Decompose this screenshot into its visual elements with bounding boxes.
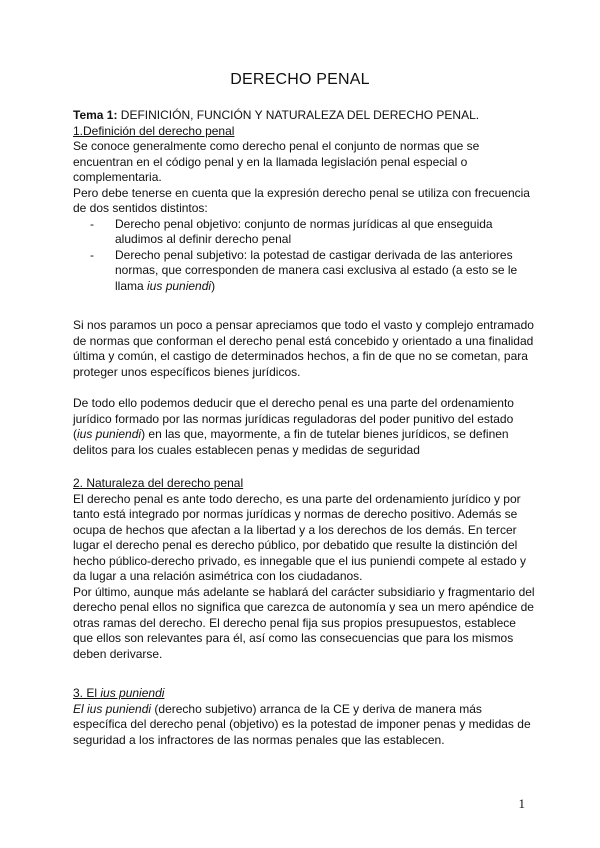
- section-1-paragraph-3-block: [73, 318, 535, 380]
- section-1: [73, 108, 535, 294]
- section-1-paragraph-3: Si nos paramos un poco a pensar apreciamos que todo el vasto y complejo entramado de normas que conforman el derecho penal está concebido y orientado a una finalidad última y común, el castigo de determinados hechos, a fin de que no se cometan, para proteger unos específicos bienes jurídicos.: [73, 318, 534, 379]
- list-item-emphasis: ius puniendi: [147, 278, 212, 293]
- list-item: - Derecho penal objetivo: conjunto de normas jurídicas al que enseguida aludimos al definir derecho penal: [90, 217, 535, 248]
- senses-list: [73, 217, 535, 295]
- section-2-paragraph-2: Por último, aunque más adelante se hablará del carácter subsidiario y fragmentario del derecho penal ellos no significa que carezca de autonomía y sea un mero apéndice de otras ramas del derecho. El derecho penal fija sus propios presupuestos, establece que ellos son relevantes para él, así como las consecuencias que para los mismos deben derivarse.: [73, 584, 535, 661]
- tema-heading: [73, 108, 535, 124]
- paragraph-emphasis: El ius puniendi: [73, 701, 152, 716]
- section-3-heading: [73, 686, 535, 702]
- document-title: DERECHO PENAL: [230, 71, 370, 88]
- paragraph-text-end: ) en las que, mayormente, a fin de tutelar bienes jurídicos, se definen delitos para los cuales establecen penas y medidas de seguridad: [73, 427, 509, 457]
- paragraph-text: De todo ello podemos deducir que el derecho penal es una parte del ordenamiento jurídico formado por las normas jurídicas reguladoras del poder punitivo del estado (: [73, 396, 514, 441]
- section-2: [73, 476, 535, 662]
- page-number: 1: [518, 796, 525, 811]
- section-2-heading: 2. Naturaleza del derecho penal: [73, 476, 244, 490]
- section-1-paragraph-4: [73, 396, 535, 458]
- section-3: [73, 686, 535, 748]
- heading-emphasis: ius puniendi: [100, 686, 165, 700]
- paragraph-emphasis: ius puniendi: [77, 427, 142, 441]
- list-item: [90, 248, 535, 295]
- paragraph-text: (derecho subjetivo) arranca de la CE y deriva de manera más específica del derecho penal (objetivo) es la potestad de imponer penas y medidas de seguridad a los infractores de las normas penales que las establecen.: [73, 701, 531, 747]
- section-1-paragraph-4-block: [73, 396, 535, 458]
- tema-label: Tema 1:: [73, 108, 118, 122]
- section-1-heading: 1.Definición del derecho penal: [73, 123, 235, 138]
- section-3-paragraph-1: [73, 702, 535, 749]
- section-2-paragraph-1: El derecho penal es ante todo derecho, es una parte del ordenamiento jurídico y por tanto está integrado por normas jurídicas y normas de derecho positivo. Además se ocupa de hechos que afectan a la libertad y a los derechos de los demás. En tercer lugar el derecho penal es derecho público, por debatido que resulte la distinción del hecho público-derecho privado, es innegable que el ius puniendi compete al estado y da lugar a una relación asimétrica con los ciudadanos.: [73, 491, 526, 583]
- heading-text: 3. El: [73, 686, 101, 700]
- tema-title: DEFINICIÓN, FUNCIÓN Y NATURALEZA DEL DERECHO PENAL.: [117, 108, 480, 122]
- list-item-text-end: ): [211, 278, 216, 293]
- section-1-paragraph-1: Se conoce generalmente como derecho penal el conjunto de normas que se encuentran en el código penal y en la llamada legislación penal especial o complementaria.: [73, 139, 480, 184]
- section-1-paragraph-2: Pero debe tenerse en cuenta que la expresión derecho penal se utiliza con frecuencia de dos sentidos distintos:: [73, 185, 530, 215]
- list-item-text: Derecho penal subjetivo: la potestad de castigar derivada de las anteriores normas, que corresponden de manera casi exclusiva al estado (a esto se le llama: [115, 247, 518, 293]
